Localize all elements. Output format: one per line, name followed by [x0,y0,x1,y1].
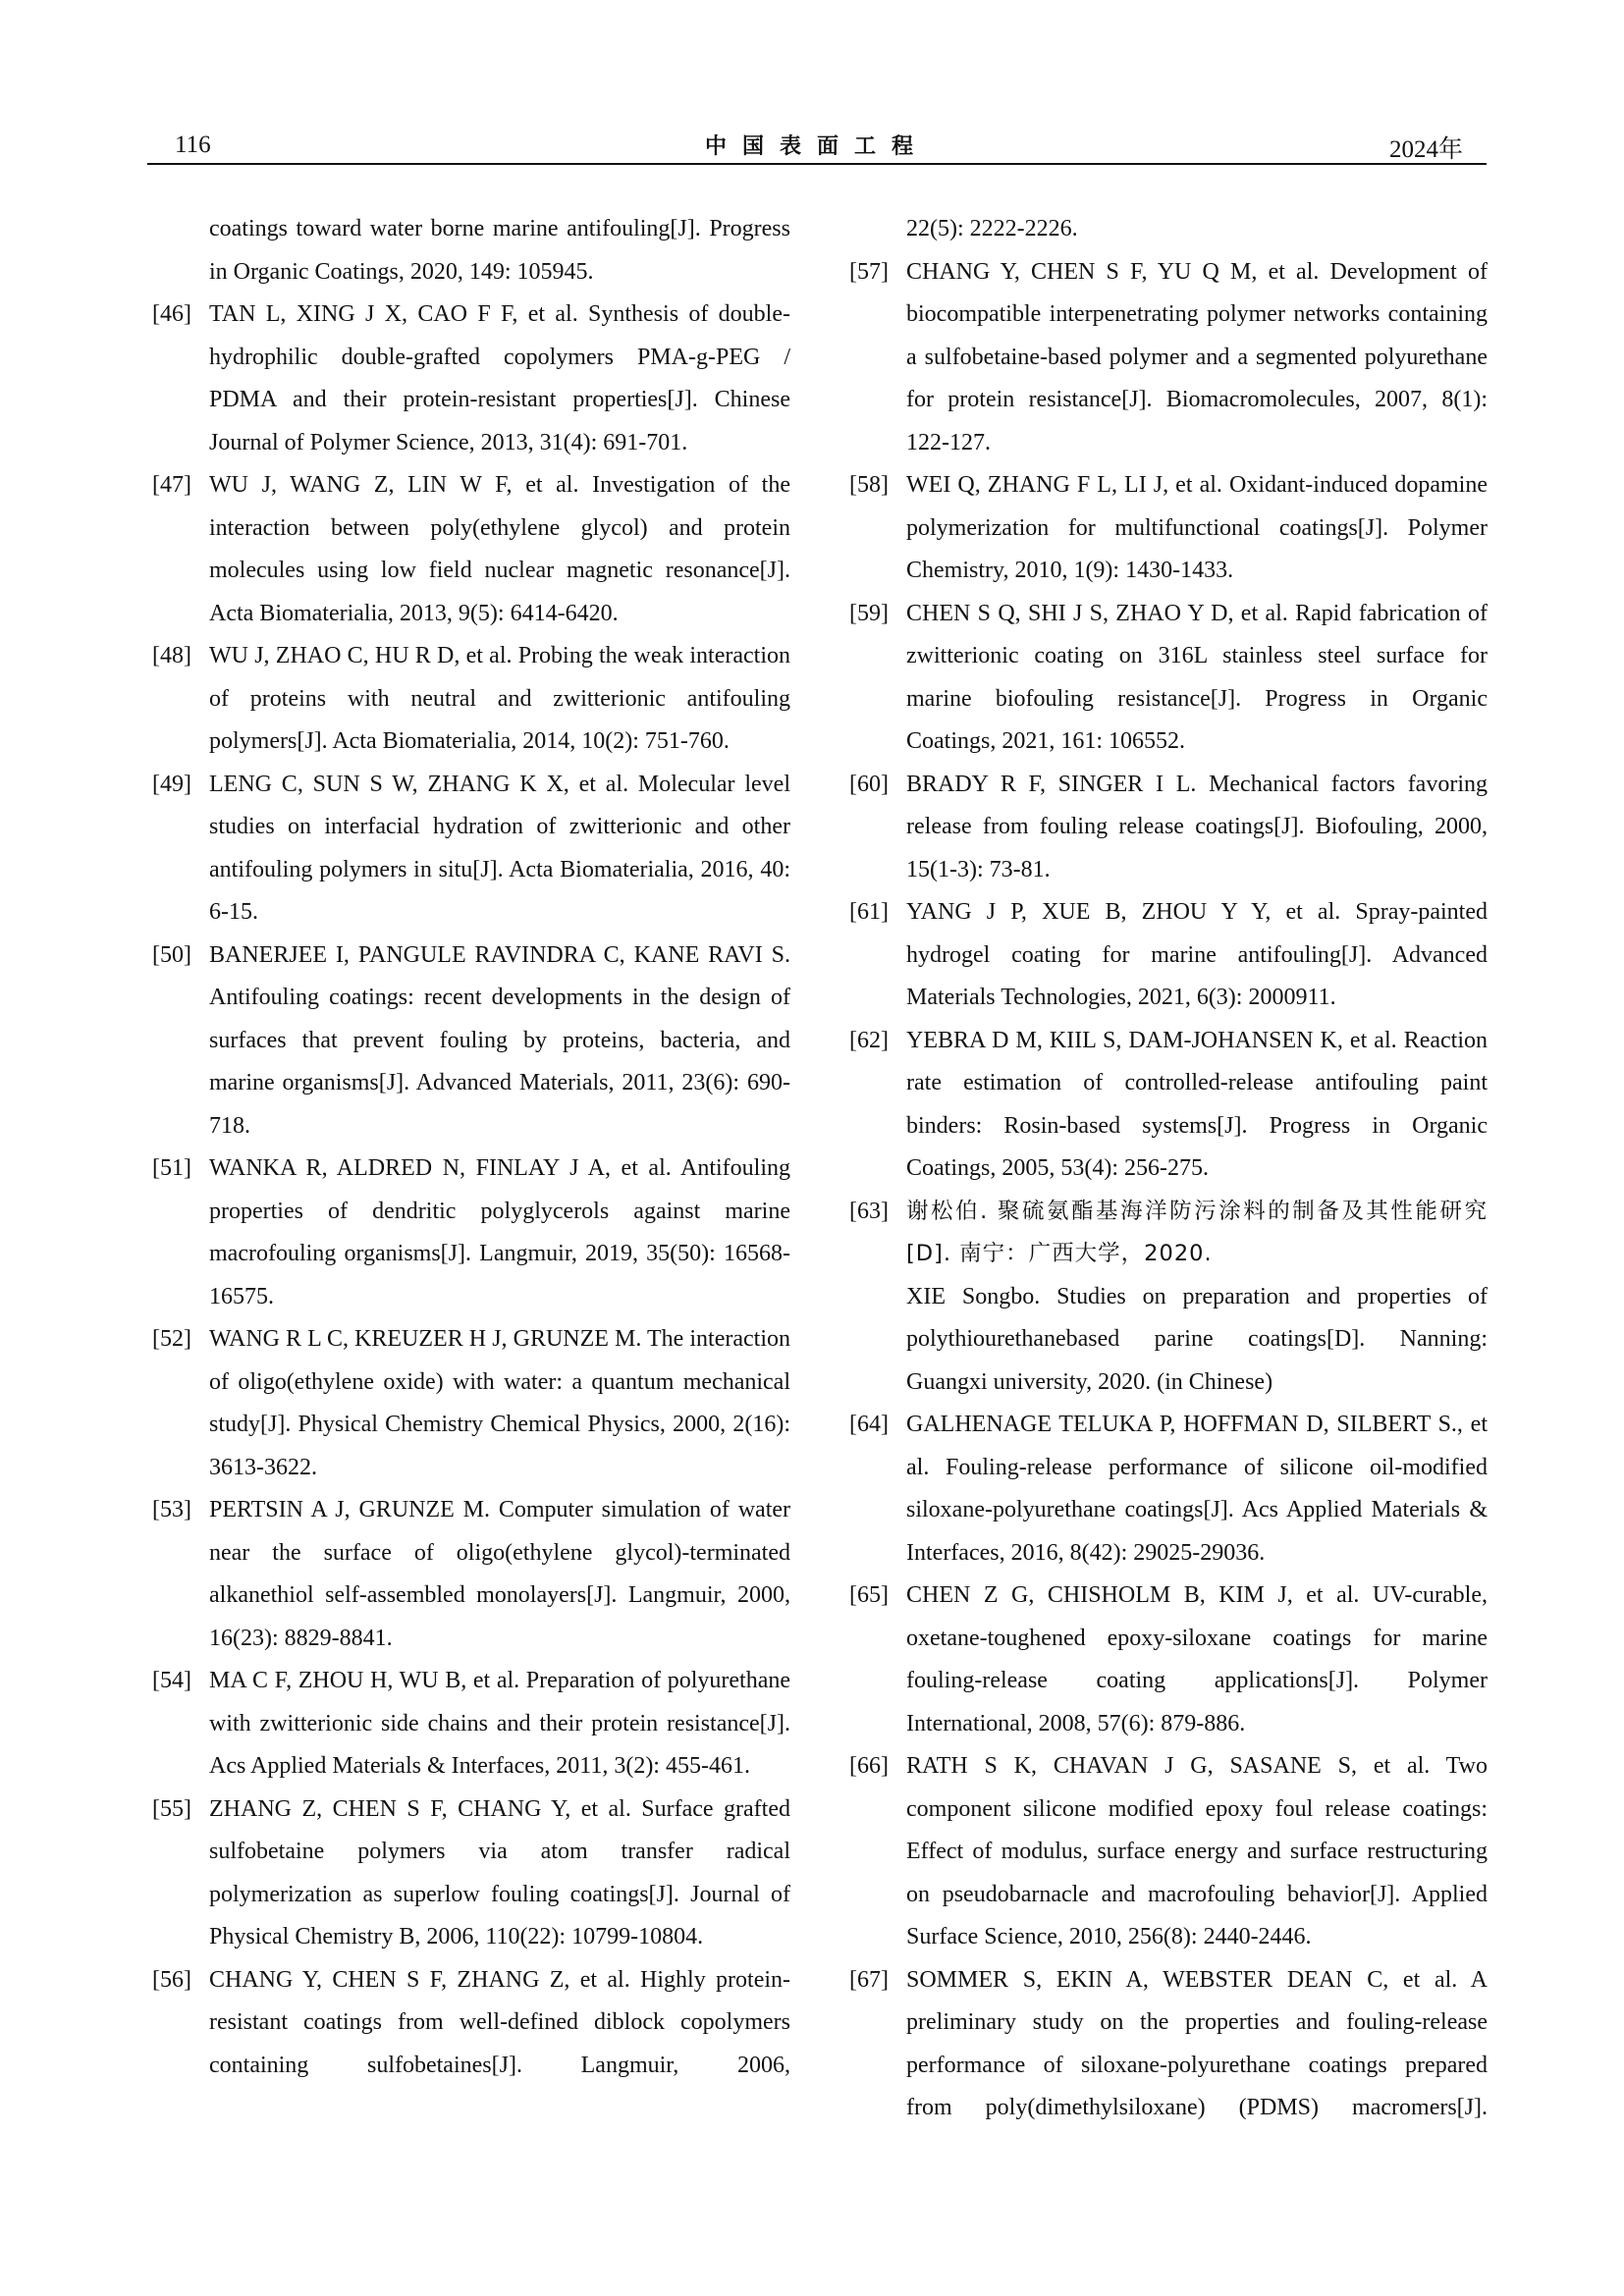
reference-text: 22(5): 2222-2226. [906,216,1078,241]
reference-item [849,891,1488,1020]
reference-number: [49] [152,771,191,797]
reference-text: WANKA R, ALDRED N, FINLAY J A, et al. Antifouling properties of dendritic polyglycerols against marine macrofouling organisms[J]. Langmuir, 2019, 35(50): 16568-16575. [209,1155,790,1309]
reference-item [849,1191,1488,1405]
right-reference-column [849,208,1488,2130]
left-reference-column [152,208,790,2087]
reference-number: [63] [849,1198,889,1224]
reference-number: [64] [849,1412,889,1437]
reference-text: PERTSIN A J, GRUNZE M. Computer simulation of water near the surface of oligo(ethylene glycol)-terminated alkanethiol self-assembled monolayers[J]. Langmuir, 2000, 16(23): 8829-8841. [209,1497,790,1651]
reference-text: SOMMER S, EKIN A, WEBSTER DEAN C, et al. A preliminary study on the properties and fouling-release performance of siloxane-polyurethane coatings prepared from poly(dimethylsiloxane) (PDMS) macromers[J]. [906,1966,1488,2120]
reference-item [152,1489,790,1660]
reference-text-chinese: 谢松伯. 聚硫氨酯基海洋防污涂料的制备及其性能研究[D]. 南宁：广西大学，2020. [906,1198,1488,1266]
reference-item [849,1959,1488,2130]
reference-text: coatings toward water borne marine antifouling[J]. Progress in Organic Coatings, 2020, 149: 105945. [209,216,790,285]
reference-item [152,294,790,464]
reference-item [849,764,1488,892]
reference-number: [54] [152,1668,191,1693]
reference-number: [56] [152,1966,191,1993]
reference-text: LENG C, SUN S W, ZHANG K X, et al. Molecular level studies on interfacial hydration of zwitterionic and other antifouling polymers in situ[J]. Acta Biomaterialia, 2016, 40: 6-15. [209,771,790,925]
reference-item [152,1318,790,1489]
reference-text: CHEN Z G, CHISHOLM B, KIM J, et al. UV-curable, oxetane-toughened epoxy-siloxane coatings for marine fouling-release coating applications[J]. Polymer International, 2008, 57(6): 879-886. [906,1582,1488,1736]
reference-item [849,251,1488,465]
reference-text: WU J, WANG Z, LIN W F, et al. Investigation of the interaction between poly(ethylene glycol) and protein molecules using low field nuclear magnetic resonance[J]. Acta Biomaterialia, 2013, 9(5): 6414-6420. [209,472,790,626]
reference-text: WANG R L C, KREUZER H J, GRUNZE M. The interaction of oligo(ethylene oxide) with water: a quantum mechanical study[J]. Physical Chemistry Chemical Physics, 2000, 2(16): 3613-3622. [209,1326,790,1480]
reference-text: ZHANG Z, CHEN S F, CHANG Y, et al. Surface grafted sulfobetaine polymers via atom transfer radical polymerization as superlow fouling coatings[J]. Journal of Physical Chemistry B, 2006, 110(22): 10799-10804. [209,1795,790,1949]
reference-number: [52] [152,1326,191,1352]
reference-number: [55] [152,1795,191,1822]
page-number: 116 [175,132,211,158]
reference-number: [46] [152,301,191,327]
reference-item [849,1745,1488,1959]
reference-number: [60] [849,771,889,797]
reference-text: BRADY R F, SINGER I L. Mechanical factors favoring release from fouling release coatings[J]. Biofouling, 2000, 15(1-3): 73-81. [906,771,1488,882]
journal-title: 中国表面工程 [704,133,929,159]
reference-item [152,464,790,635]
reference-text-english: XIE Songbo. Studies on preparation and properties of polythiourethanebased parine coatings[D]. Nanning: Guangxi university, 2020. (in Chinese) [906,1283,1488,1395]
reference-item [849,1404,1488,1575]
reference-number: [65] [849,1582,889,1608]
reference-item [849,593,1488,764]
reference-text: CHEN S Q, SHI J S, ZHAO Y D, et al. Rapid fabrication of zwitterionic coating on 316L stainless steel surface for marine biofouling resistance[J]. Progress in Organic Coatings, 2021, 161: 106552. [906,600,1488,754]
reference-text: MA C F, ZHOU H, WU B, et al. Preparation of polyurethane with zwitterionic side chains and their protein resistance[J]. Acs Applied Materials & Interfaces, 2011, 3(2): 455-461. [209,1668,790,1779]
reference-item [152,1660,790,1789]
reference-number: [51] [152,1155,191,1181]
reference-item [849,1575,1488,1745]
reference-number: [66] [849,1753,889,1779]
reference-text: CHANG Y, CHEN S F, YU Q M, et al. Development of biocompatible interpenetrating polymer networks containing a sulfobetaine-based polymer and a segmented polyurethane for protein resistance[J]. Biomacromolecules, 2007, 8(1): 122-127. [906,258,1488,455]
reference-item [152,1959,790,2088]
reference-number: [58] [849,472,889,498]
reference-text: YEBRA D M, KIIL S, DAM-JOHANSEN K, et al. Reaction rate estimation of controlled-release antifouling paint binders: Rosin-based systems[J]. Progress in Organic Coatings, 2005, 53(4): 256-275. [906,1027,1488,1181]
reference-continuation [152,208,790,294]
reference-text: GALHENAGE TELUKA P, HOFFMAN D, SILBERT S., et al. Fouling-release performance of silicone oil-modified siloxane-polyurethane coatings[J]. Acs Applied Materials & Interfaces, 2016, 8(42): 29025-29036. [906,1412,1488,1566]
reference-number: [59] [849,600,889,626]
reference-item [152,764,790,934]
reference-item [152,635,790,764]
reference-text: WEI Q, ZHANG F L, LI J, et al. Oxidant-induced dopamine polymerization for multifunctional coatings[J]. Polymer Chemistry, 2010, 1(9): 1430-1433. [906,472,1488,583]
reference-number: [53] [152,1497,191,1522]
reference-text: BANERJEE I, PANGULE RAVINDRA C, KANE RAVI S. Antifouling coatings: recent developments in the design of surfaces that prevent fouling by proteins, bacteria, and marine organisms[J]. Advanced Materials, 2011, 23(6): 690-718. [209,941,790,1139]
reference-text: YANG J P, XUE B, ZHOU Y Y, et al. Spray-painted hydrogel coating for marine antifouling[J]. Advanced Materials Technologies, 2021, 6(3): 2000911. [906,899,1488,1010]
reference-item [152,934,790,1148]
reference-number: [67] [849,1966,889,1993]
reference-number: [57] [849,258,889,285]
reference-continuation [849,208,1488,251]
reference-text: CHANG Y, CHEN S F, ZHANG Z, et al. Highly protein-resistant coatings from well-defined diblock copolymers containing sulfobetaines[J]. Langmuir, 2006, [209,1966,790,2078]
reference-text: RATH S K, CHAVAN J G, SASANE S, et al. Two component silicone modified epoxy foul release coatings: Effect of modulus, surface energy and surface restructuring on pseudobarnacle and macrofouling behavior[J]. Applied Surface Science, 2010, 256(8): 2440-2446. [906,1753,1488,1949]
reference-number: [47] [152,472,191,498]
reference-text: WU J, ZHAO C, HU R D, et al. Probing the weak interaction of proteins with neutral and zwitterionic antifouling polymers[J]. Acta Biomaterialia, 2014, 10(2): 751-760. [209,643,790,754]
reference-number: [61] [849,899,889,925]
reference-number: [48] [152,643,191,668]
reference-number: [50] [152,941,191,968]
reference-item [152,1789,790,1959]
publication-year: 2024年 [1388,136,1463,163]
running-header [147,126,1487,165]
reference-item [849,1020,1488,1191]
reference-text: TAN L, XING J X, CAO F F, et al. Synthesis of double-hydrophilic double-grafted copolymers PMA-g-PEG / PDMA and their protein-resistant properties[J]. Chinese Journal of Polymer Science, 2013, 31(4): 691-701. [209,301,790,455]
reference-item [849,464,1488,593]
reference-number: [62] [849,1027,889,1053]
reference-item [152,1148,790,1318]
